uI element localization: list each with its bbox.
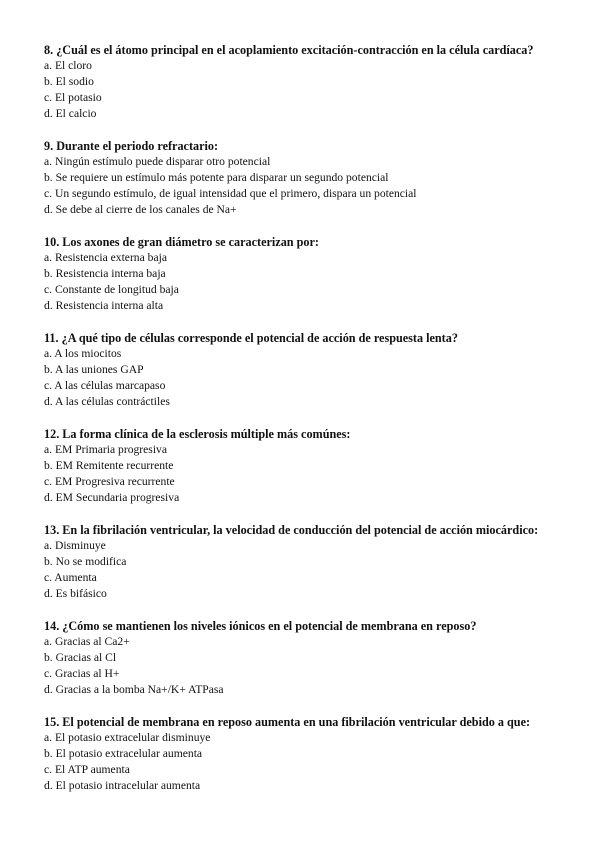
option-d: d. El calcio (44, 107, 97, 120)
question-title: 12. La forma clínica de la esclerosis múltiple más comúnes: (44, 427, 351, 441)
option-c: c. Un segundo estímulo, de igual intensidad que el primero, dispara un potencial (44, 187, 417, 200)
option-a: a. EM Primaria progresiva (44, 443, 167, 456)
option-list (44, 154, 584, 218)
option-c: c. Constante de longitud baja (44, 283, 179, 296)
question-13 (44, 522, 584, 602)
question-12 (44, 426, 584, 506)
question-title: 10. Los axones de gran diámetro se caracterizan por: (44, 235, 319, 249)
option-b: b. Se requiere un estímulo más potente para disparar un segundo potencial (44, 171, 389, 184)
option-list (44, 634, 584, 698)
question-10 (44, 234, 584, 314)
option-d: d. Resistencia interna alta (44, 299, 164, 312)
question-title: 8. ¿Cuál es el átomo principal en el acoplamiento excitación-contracción en la célula cardíaca? (44, 43, 534, 57)
option-d: d. Gracias a la bomba Na+/K+ ATPasa (44, 683, 224, 696)
question-title: 13. En la fibrilación ventricular, la velocidad de conducción del potencial de acción miocárdico: (44, 523, 539, 537)
question-9 (44, 138, 584, 218)
option-b: b. El potasio extracelular aumenta (44, 747, 203, 760)
option-list (44, 250, 584, 314)
option-c: c. El ATP aumenta (44, 763, 130, 776)
option-d: d. A las células contráctiles (44, 395, 170, 408)
option-c: c. EM Progresiva recurrente (44, 475, 175, 488)
question-15 (44, 714, 584, 794)
question-title: 9. Durante el periodo refractario: (44, 139, 219, 153)
option-d: d. Es bifásico (44, 587, 107, 600)
option-c: c. El potasio (44, 91, 102, 104)
option-a: a. El potasio extracelular disminuye (44, 731, 211, 744)
option-b: b. EM Remitente recurrente (44, 459, 174, 472)
option-d: d. El potasio intracelular aumenta (44, 779, 201, 792)
option-list (44, 730, 584, 794)
option-a: a. Ningún estímulo puede disparar otro potencial (44, 155, 271, 168)
option-b: b. Gracias al Cl (44, 651, 117, 664)
option-c: c. Aumenta (44, 571, 97, 584)
option-b: b. A las uniones GAP (44, 363, 144, 376)
option-c: c. A las células marcapaso (44, 379, 166, 392)
option-list (44, 346, 584, 410)
option-c: c. Gracias al H+ (44, 667, 120, 680)
option-a: a. Resistencia externa baja (44, 251, 167, 264)
option-a: a. El cloro (44, 59, 92, 72)
option-a: a. A los miocitos (44, 347, 122, 360)
question-title: 14. ¿Cómo se mantienen los niveles iónicos en el potencial de membrana en reposo? (44, 619, 477, 633)
option-a: a. Gracias al Ca2+ (44, 635, 130, 648)
option-b: b. Resistencia interna baja (44, 267, 166, 280)
option-list (44, 442, 584, 506)
question-11 (44, 330, 584, 410)
option-d: d. EM Secundaria progresiva (44, 491, 180, 504)
question-14 (44, 618, 584, 698)
option-list (44, 58, 584, 122)
option-d: d. Se debe al cierre de los canales de Na+ (44, 203, 237, 216)
question-title: 15. El potencial de membrana en reposo aumenta en una fibrilación ventricular debido a que: (44, 715, 531, 729)
option-b: b. No se modifica (44, 555, 127, 568)
question-title: 11. ¿A qué tipo de células corresponde el potencial de acción de respuesta lenta? (44, 331, 458, 345)
option-b: b. El sodio (44, 75, 94, 88)
option-list (44, 538, 584, 602)
option-a: a. Disminuye (44, 539, 106, 552)
question-8 (44, 42, 584, 122)
